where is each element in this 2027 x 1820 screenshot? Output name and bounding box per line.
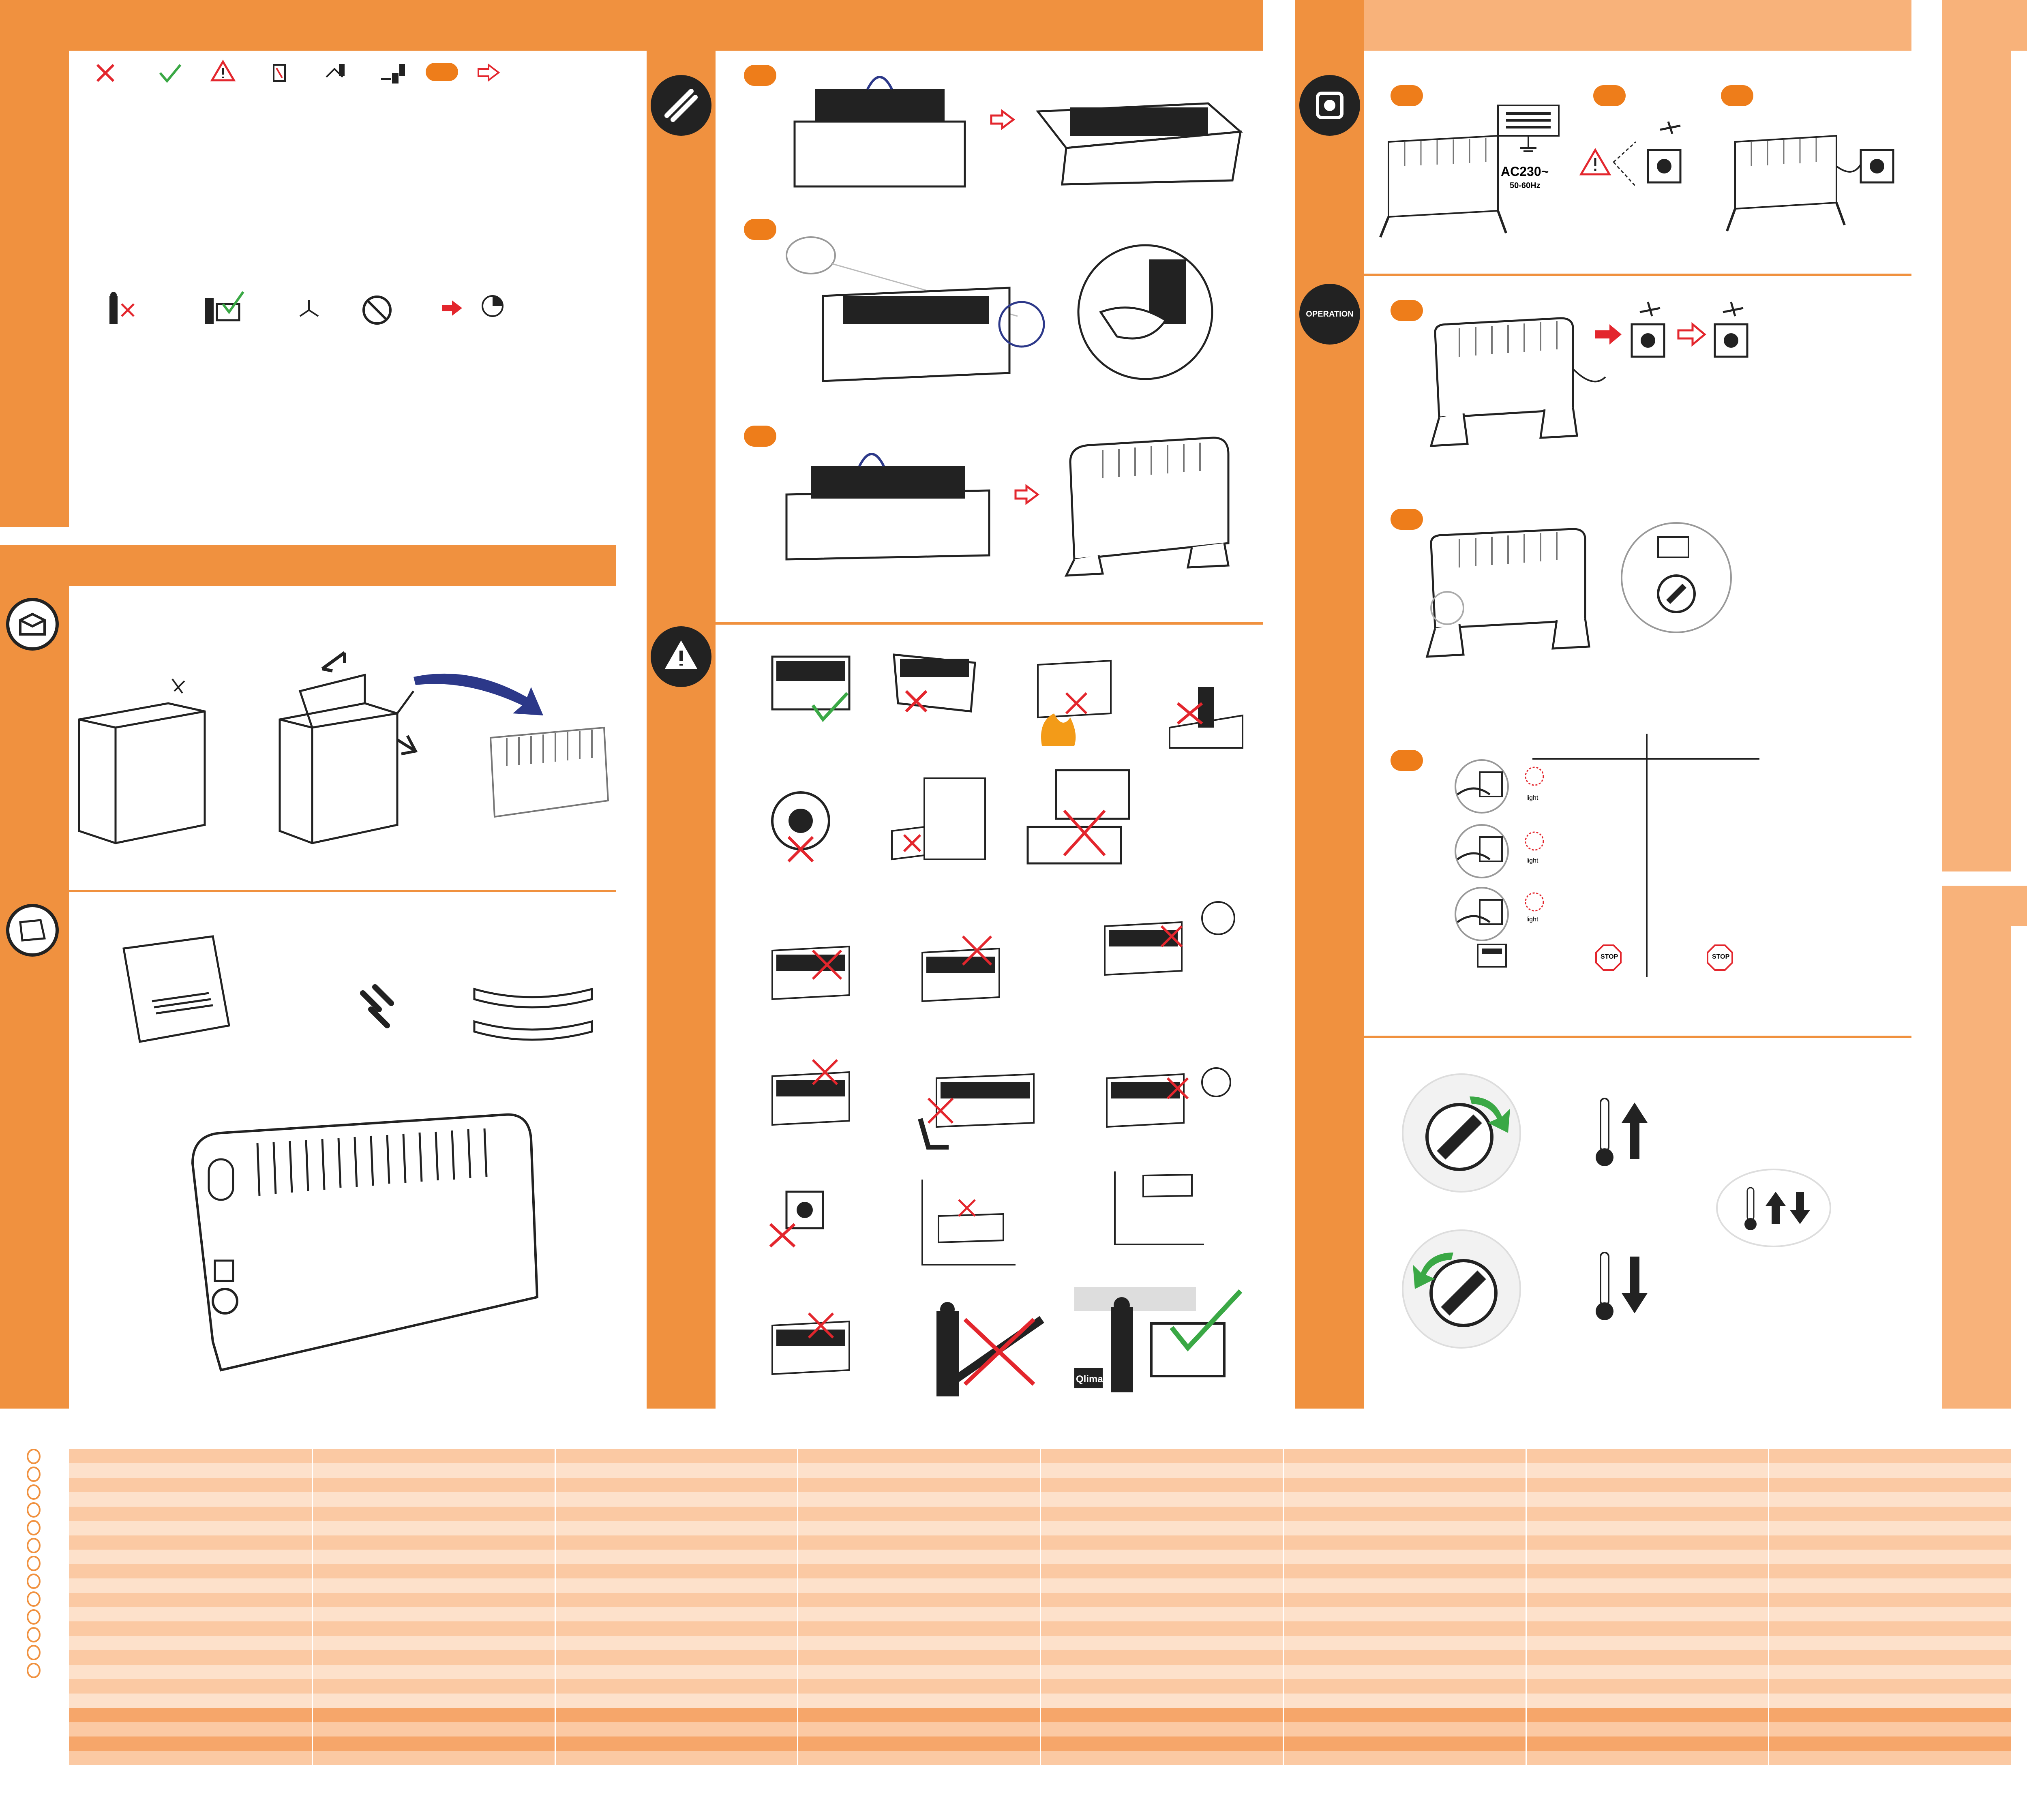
- table-column-divider: [555, 1449, 556, 1765]
- warning-hand-icon: [651, 626, 711, 687]
- thermometer-up-icon: [1589, 1094, 1654, 1171]
- heater-touch-cross-illustration: [764, 1309, 857, 1390]
- sidebar-panel-2: [647, 0, 716, 1409]
- plug-pull-icon: [324, 61, 349, 85]
- voltage-label: AC230~: [1501, 164, 1549, 179]
- step-badge: [1721, 85, 1753, 106]
- timer-icon: [480, 294, 505, 318]
- stop-row: [1674, 944, 1735, 969]
- water-drops-cross-illustration: [914, 912, 1007, 1009]
- data-table: [69, 1449, 2011, 1765]
- tools-icon: [651, 75, 711, 136]
- table-column-divider: [1768, 1449, 1769, 1765]
- frequency-label: 50-60Hz: [1510, 181, 1541, 190]
- cross-icon: [95, 63, 116, 83]
- heater-control-illustration: [1419, 523, 1597, 665]
- step-badge-legend: [426, 63, 458, 81]
- header-band-2: [716, 0, 1263, 51]
- hand-switch-illustration: [1449, 758, 1514, 815]
- step-badge: [744, 219, 776, 240]
- socket-plug-sequence-illustration: [1593, 300, 1763, 373]
- switch-knob-detail-illustration: [1620, 521, 1733, 634]
- plug-icon: [272, 61, 288, 85]
- separator: [1364, 274, 1911, 276]
- heater-fire-illustration: [1026, 653, 1119, 746]
- hand-switch-illustration: [1449, 823, 1514, 880]
- step-badge: [1391, 300, 1423, 321]
- step-badge: [744, 65, 776, 86]
- socket-cross-illustration: [766, 1176, 839, 1248]
- check-icon: [158, 63, 182, 83]
- open-box-illustration: [276, 647, 426, 849]
- header-band-4: [2011, 0, 2027, 51]
- wardrobe-cross-illustration: [888, 774, 989, 871]
- person-sitting-cross-illustration: [912, 1062, 1042, 1155]
- heater-standing-illustration: [1058, 434, 1236, 580]
- separator: [1364, 1036, 1911, 1038]
- header-band-1: [0, 0, 647, 51]
- wall-socket-below-illustration: [1111, 1167, 1208, 1248]
- light-label: light: [1526, 794, 1538, 801]
- feet-screw-illustration: [782, 227, 1042, 389]
- step-badge: [1391, 509, 1423, 530]
- header-band-3: [1364, 0, 1911, 51]
- heater-tilt-illustration: [778, 430, 1001, 563]
- light-label: light: [1526, 916, 1538, 923]
- red-arrow-icon: [440, 299, 464, 317]
- stop-row: [1563, 944, 1624, 969]
- switch-off-icon: [1476, 942, 1508, 971]
- outline-arrow-icon: [989, 109, 1016, 130]
- header-band-1b: [0, 545, 616, 586]
- blue-arrow-icon: [409, 669, 551, 722]
- warning-icon: [211, 60, 235, 82]
- thermometer-down-icon: [1589, 1248, 1654, 1325]
- parts-icon: [6, 904, 59, 957]
- spray-cross-illustration: [764, 906, 857, 1007]
- shower-cross-illustration: [1161, 647, 1251, 752]
- operation-badge: [1299, 284, 1360, 345]
- child-touch-cross-illustration: [1099, 1050, 1241, 1139]
- diy-repair-cross-illustration: [2025, 985, 2027, 1188]
- steam-cross-illustration: [764, 1032, 857, 1137]
- thermostat-knob-decrease-illustration: [1401, 1228, 1522, 1350]
- heater-socket-illustration: [1723, 118, 1901, 243]
- wall-mount-check-illustration: [768, 644, 853, 726]
- step-badge: [744, 426, 776, 447]
- light-icon: [1522, 764, 1547, 788]
- outline-arrow-icon: [1014, 484, 1040, 505]
- sidebar-panel-4-top: [1942, 0, 2011, 871]
- light-label: light: [1526, 857, 1538, 864]
- separator: [69, 890, 616, 892]
- header-band-4b: [2011, 886, 2027, 926]
- person-cross-icon: [103, 292, 136, 328]
- stop-label: STOP: [1712, 953, 1730, 960]
- table-column-divider: [1283, 1449, 1284, 1765]
- heater-main-illustration: [184, 1107, 541, 1374]
- outline-arrow-icon: [476, 64, 501, 82]
- plug-pull-icon: [379, 61, 407, 85]
- open-box-icon: [6, 598, 59, 651]
- table-column-divider: [1526, 1449, 1527, 1765]
- thermostat-knob-increase-illustration: [1401, 1072, 1522, 1194]
- service-check-icon: [201, 290, 245, 328]
- table-number-column: [22, 1449, 47, 1684]
- sidebar-panel-3: [1295, 0, 1364, 1409]
- heater-upside-down-illustration: [786, 65, 973, 199]
- child-cross-illustration: [1097, 894, 1238, 991]
- table-divider-horizontal: [1532, 758, 1759, 760]
- warning-socket-illustration: [1579, 118, 1688, 215]
- sidebar-panel-1-top: [0, 0, 69, 527]
- step-badge: [1391, 750, 1423, 771]
- curtain-cross-illustration: [1016, 762, 1186, 884]
- sidebar-panel-1-bottom: [0, 545, 69, 1409]
- operation-label: OPERATION: [1306, 309, 1354, 319]
- wall-clearance-illustration: [914, 1176, 1020, 1269]
- rating-plate: [1496, 103, 1561, 209]
- manual-illustration: [116, 932, 237, 1050]
- separator: [716, 622, 1263, 625]
- feet-illustration: [470, 981, 596, 1046]
- table-column-divider: [312, 1449, 313, 1765]
- table-column-divider: [1040, 1449, 1041, 1765]
- no-cover-icon: [361, 294, 393, 326]
- screws-illustration: [355, 981, 411, 1038]
- table-column-divider: [797, 1449, 798, 1765]
- sidebar-panel-4-bottom: [1942, 886, 2011, 1409]
- closed-box-illustration: [75, 671, 213, 849]
- thermometer-updown-icon: [1715, 1167, 1832, 1248]
- service-center-check-illustration: [1070, 1283, 1245, 1400]
- hand-switch-illustration: [1449, 886, 1514, 942]
- socket-icon: [1299, 75, 1360, 136]
- step-badge: [1391, 85, 1423, 106]
- cable-reel-cross-illustration: [764, 784, 845, 865]
- step-badge: [1593, 85, 1626, 106]
- light-icon: [1522, 890, 1547, 914]
- heater-unboxed-illustration: [482, 722, 616, 831]
- heater-plug-illustration: [1376, 130, 1510, 243]
- wall-mount-cross-illustration: [890, 647, 983, 724]
- hand-detail-illustration: [1076, 243, 1214, 381]
- stop-label: STOP: [1601, 953, 1618, 960]
- light-icon: [1522, 829, 1547, 853]
- diy-repair-cross-illustration: [928, 1303, 1050, 1402]
- table-divider-vertical: [1646, 734, 1648, 977]
- fan-icon: [298, 298, 320, 320]
- brand-logo: Qlima: [1076, 1374, 1103, 1385]
- heater-feet-mounted-illustration: [1030, 79, 1249, 188]
